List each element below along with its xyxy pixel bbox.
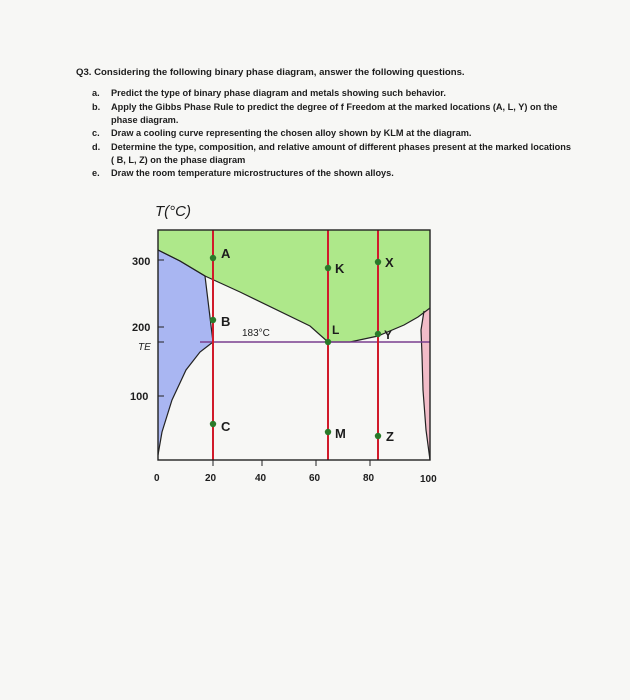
point-k-marker — [325, 265, 331, 271]
point-a-marker — [210, 255, 216, 261]
y-tick-label: 200 — [132, 322, 151, 334]
eutectic-temperature-label: 183°C — [242, 328, 270, 339]
item-text: Draw a cooling curve representing the chosen alloy shown by KLM at the diagram. — [111, 128, 472, 138]
point-b-label: B — [221, 314, 231, 329]
alpha-region — [158, 250, 213, 455]
x-tick-label: 20 — [205, 473, 217, 484]
point-m-marker — [325, 429, 331, 435]
point-k-label: K — [335, 261, 345, 276]
x-tick-label: 100 — [420, 474, 437, 485]
point-b-marker — [210, 317, 216, 323]
y-axis-title: T(°C) — [155, 203, 191, 220]
item-label: a. — [92, 88, 100, 98]
item-label: b. — [92, 101, 101, 112]
point-l-label: L — [332, 323, 340, 337]
point-z-label: Z — [386, 429, 394, 444]
question-title: Q3. Considering the following binary phase diagram, answer the following questions. — [76, 67, 465, 78]
item-text: Draw the room temperature microstructures of the shown alloys. — [111, 168, 394, 178]
item-text: Apply the Gibbs Phase Rule to predict the degree of f Freedom at the marked locations (A, L, Y) on the phase diagram. — [111, 101, 558, 125]
point-x-label: X — [385, 255, 394, 270]
x-tick-label: 40 — [255, 473, 267, 484]
point-c-marker — [210, 421, 216, 427]
y-tick-label: 100 — [130, 391, 149, 403]
y-tick-label: 300 — [132, 256, 151, 268]
item-text: Determine the type, composition, and relative amount of different phases present at the marked locations ( B, L, Z) on the phase diagram — [111, 141, 571, 165]
item-label: d. — [92, 141, 101, 152]
x-tick-label: 80 — [363, 473, 375, 484]
point-z-marker — [375, 433, 381, 439]
item-label: e. — [92, 168, 100, 178]
point-m-label: M — [335, 426, 346, 441]
point-x-marker — [375, 259, 381, 265]
x-tick-label: 0 — [154, 473, 160, 484]
point-c-label: C — [221, 419, 231, 434]
te-label: TE — [138, 342, 151, 353]
item-text: Predict the type of binary phase diagram and metals showing such behavior. — [111, 88, 446, 98]
point-y-label: Y — [384, 328, 393, 342]
point-l-marker — [325, 339, 331, 345]
x-tick-label: 60 — [309, 473, 321, 484]
item-label: c. — [92, 128, 100, 138]
point-a-label: A — [221, 246, 231, 261]
point-y-marker — [375, 331, 381, 337]
